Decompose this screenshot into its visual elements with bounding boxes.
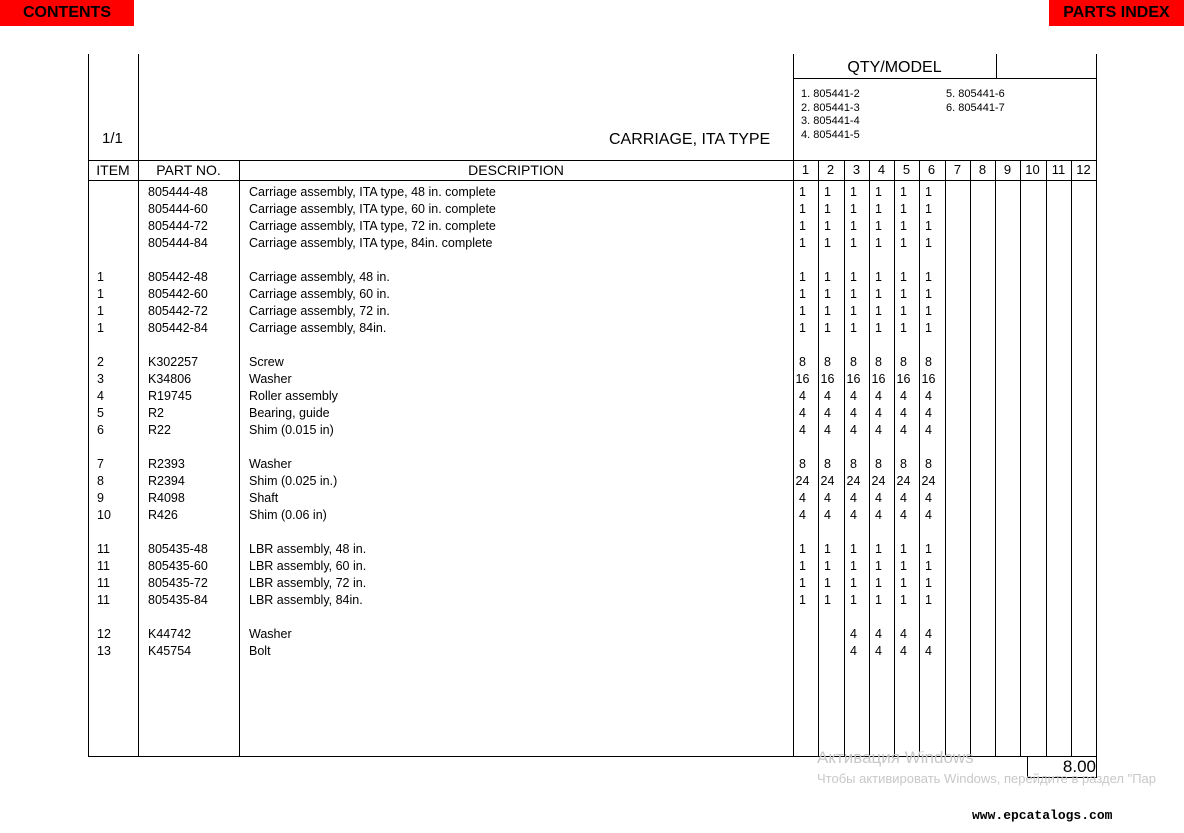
qty-value: 8	[824, 457, 831, 471]
part-description: Washer	[249, 627, 292, 641]
qty-value: 4	[900, 406, 907, 420]
qty-value: 1	[925, 576, 932, 590]
qty-value: 1	[850, 202, 857, 216]
model-entry: 1. 805441-2	[801, 88, 860, 100]
qty-value: 1	[799, 270, 806, 284]
qty-value: 4	[925, 508, 932, 522]
qty-value: 1	[900, 593, 907, 607]
qty-value: 4	[900, 508, 907, 522]
model-entry: 6. 805441-7	[946, 101, 1005, 114]
qty-value: 1	[900, 287, 907, 301]
qty-model-right-tick	[996, 54, 997, 78]
qty-value: 1	[799, 321, 806, 335]
col-header-qty-10: 10	[1025, 162, 1040, 177]
qty-value: 1	[925, 321, 932, 335]
qty-value: 1	[824, 270, 831, 284]
qty-value: 1	[900, 321, 907, 335]
qty-value: 4	[875, 491, 882, 505]
qty-value: 4	[850, 508, 857, 522]
qty-model-label: QTY/MODEL	[847, 59, 942, 76]
qty-col-divider	[1071, 160, 1072, 757]
part-description: Bearing, guide	[249, 406, 330, 420]
qty-value: 1	[824, 542, 831, 556]
item-number: 11	[97, 559, 110, 573]
qty-value: 1	[824, 559, 831, 573]
qty-value: 4	[799, 508, 806, 522]
qty-value: 16	[871, 372, 886, 386]
qty-value: 1	[824, 287, 831, 301]
qty-value: 1	[875, 576, 882, 590]
qty-value: 1	[799, 202, 806, 216]
col-header-item: ITEM	[96, 162, 130, 178]
qty-value: 4	[925, 406, 932, 420]
part-number: 805444-72	[148, 219, 208, 233]
qty-value: 4	[900, 423, 907, 437]
part-number: R2394	[148, 474, 185, 488]
part-number: 805435-84	[148, 593, 208, 607]
qty-value: 4	[875, 406, 882, 420]
qty-value: 4	[925, 423, 932, 437]
item-number: 11	[97, 576, 110, 590]
part-description: Washer	[249, 372, 292, 386]
qty-value: 1	[925, 593, 932, 607]
part-description: Shim (0.06 in)	[249, 508, 327, 522]
col-header-qty-12: 12	[1076, 162, 1091, 177]
page-number: 8.00	[1062, 757, 1096, 776]
qty-value: 1	[850, 185, 857, 199]
part-number: 805435-72	[148, 576, 208, 590]
item-number: 7	[97, 457, 104, 471]
col-header-qty-8: 8	[978, 162, 987, 177]
qty-value: 1	[799, 559, 806, 573]
qty-value: 4	[824, 508, 831, 522]
qty-col-divider	[995, 160, 996, 757]
qty-value: 1	[900, 559, 907, 573]
item-number: 9	[97, 491, 104, 505]
qty-value: 1	[900, 185, 907, 199]
item-number: 12	[97, 627, 111, 641]
qty-col-divider	[970, 160, 971, 757]
qty-value: 1	[875, 321, 882, 335]
qty-value: 4	[875, 644, 882, 658]
item-number: 13	[97, 644, 111, 658]
qty-value: 1	[925, 270, 932, 284]
model-entry: 2. 805441-3	[801, 101, 860, 114]
qty-model-underline	[793, 78, 1097, 79]
qty-value: 1	[925, 236, 932, 250]
qty-value: 1	[875, 236, 882, 250]
part-description: Carriage assembly, 48 in.	[249, 270, 390, 284]
qty-value: 1	[875, 593, 882, 607]
item-number: 1	[97, 287, 104, 301]
qty-value: 8	[875, 355, 882, 369]
qty-value: 4	[875, 389, 882, 403]
qty-value: 4	[799, 406, 806, 420]
qty-value: 1	[850, 219, 857, 233]
qty-value: 1	[799, 185, 806, 199]
qty-value: 1	[824, 236, 831, 250]
col-header-qty-7: 7	[953, 162, 962, 177]
qty-value: 24	[820, 474, 835, 488]
item-number: 4	[97, 389, 104, 403]
qty-value: 1	[925, 559, 932, 573]
qty-value: 1	[850, 542, 857, 556]
qty-value: 24	[795, 474, 810, 488]
qty-col-divider	[945, 160, 946, 757]
part-number: 805444-84	[148, 236, 208, 250]
col-header-qty-11: 11	[1051, 162, 1066, 177]
qty-value: 1	[925, 287, 932, 301]
qty-value: 8	[900, 355, 907, 369]
site-url: www.epcatalogs.com	[972, 808, 1113, 823]
part-number: 805442-48	[148, 270, 208, 284]
qty-value: 1	[850, 593, 857, 607]
qty-value: 4	[850, 644, 857, 658]
item-number: 1	[97, 321, 104, 335]
part-number: K45754	[148, 644, 192, 658]
col-header-qty-9: 9	[1003, 162, 1012, 177]
qty-value: 1	[850, 304, 857, 318]
qty-value: 1	[799, 219, 806, 233]
part-description: LBR assembly, 72 in.	[249, 576, 367, 590]
qty-value: 16	[846, 372, 861, 386]
qty-value: 1	[799, 542, 806, 556]
qty-value: 8	[850, 457, 857, 471]
part-description: Shim (0.015 in)	[249, 423, 334, 437]
qty-value: 1	[824, 304, 831, 318]
col-header-description: DESCRIPTION	[468, 162, 564, 178]
qty-value: 8	[799, 457, 806, 471]
part-number: R19745	[148, 389, 192, 403]
qty-value: 4	[900, 627, 907, 641]
qty-value: 4	[900, 491, 907, 505]
qty-value: 24	[921, 474, 936, 488]
qty-value: 16	[896, 372, 911, 386]
qty-value: 8	[900, 457, 907, 471]
qty-value: 1	[850, 559, 857, 573]
part-description: Bolt	[249, 644, 271, 658]
part-description: LBR assembly, 60 in.	[249, 559, 367, 573]
qty-value: 24	[896, 474, 911, 488]
qty-value: 1	[925, 219, 932, 233]
qty-col-divider	[1020, 160, 1021, 757]
qty-value: 1	[875, 219, 882, 233]
qty-value: 1	[875, 270, 882, 284]
activation-watermark-text: Чтобы активировать Windows, перейдите в раздел "Пар	[817, 771, 1157, 786]
qty-value: 1	[850, 270, 857, 284]
qty-value: 1	[799, 236, 806, 250]
qty-value: 4	[900, 644, 907, 658]
qty-value: 4	[925, 491, 932, 505]
model-entry: 3. 805441-4	[801, 115, 860, 127]
qty-value: 1	[850, 287, 857, 301]
qty-value: 4	[799, 423, 806, 437]
qty-value: 4	[850, 627, 857, 641]
qty-value: 16	[820, 372, 835, 386]
qty-value: 4	[799, 491, 806, 505]
col-header-qty-4: 4	[877, 162, 886, 177]
item-number: 1	[97, 270, 104, 284]
part-description: LBR assembly, 84in.	[249, 593, 363, 607]
qty-value: 1	[824, 202, 831, 216]
part-description: Shim (0.025 in.)	[249, 474, 338, 488]
qty-value: 8	[925, 457, 932, 471]
part-description: Washer	[249, 457, 292, 471]
qty-value: 1	[824, 321, 831, 335]
item-number: 11	[97, 593, 110, 607]
item-number: 11	[97, 542, 110, 556]
part-number: R4098	[148, 491, 185, 505]
part-number: K302257	[148, 355, 199, 369]
item-number: 1	[97, 304, 104, 318]
qty-value: 4	[824, 423, 831, 437]
col-header-qty-2: 2	[826, 162, 835, 177]
part-number: K34806	[148, 372, 192, 386]
item-number: 3	[97, 372, 104, 386]
qty-value: 1	[850, 576, 857, 590]
part-description: Shaft	[249, 491, 279, 505]
qty-value: 1	[900, 542, 907, 556]
qty-value: 4	[824, 389, 831, 403]
qty-value: 1	[900, 236, 907, 250]
qty-value: 4	[824, 491, 831, 505]
part-description: Roller assembly	[249, 389, 338, 403]
part-description: Carriage assembly, ITA type, 48 in. complete	[249, 185, 496, 199]
qty-value: 1	[799, 304, 806, 318]
qty-value: 8	[850, 355, 857, 369]
qty-value: 1	[824, 219, 831, 233]
part-description: Carriage assembly, ITA type, 72 in. complete	[249, 219, 496, 233]
qty-value: 1	[824, 593, 831, 607]
col-header-qty-6: 6	[927, 162, 936, 177]
col-header-qty-1: 1	[801, 162, 810, 177]
part-description: Carriage assembly, ITA type, 60 in. complete	[249, 202, 496, 216]
item-number: 6	[97, 423, 104, 437]
part-description: LBR assembly, 48 in.	[249, 542, 367, 556]
qty-value: 4	[850, 491, 857, 505]
part-number: 805442-84	[148, 321, 208, 335]
part-description: Carriage assembly, ITA type, 84in. complete	[249, 236, 493, 250]
item-number: 2	[97, 355, 104, 369]
contents-button[interactable]: CONTENTS	[0, 0, 134, 26]
qty-value: 8	[925, 355, 932, 369]
part-description: Carriage assembly, 60 in.	[249, 287, 390, 301]
qty-value: 1	[875, 542, 882, 556]
sheet-number: 1/1	[102, 130, 123, 147]
part-number: K44742	[148, 627, 192, 641]
item-number: 8	[97, 474, 104, 488]
qty-value: 1	[824, 185, 831, 199]
qty-value: 1	[925, 304, 932, 318]
part-number: 805444-60	[148, 202, 208, 216]
qty-value: 4	[824, 406, 831, 420]
item-number: 10	[97, 508, 111, 522]
qty-value: 1	[875, 559, 882, 573]
qty-value: 1	[900, 576, 907, 590]
qty-value: 1	[900, 219, 907, 233]
qty-value: 4	[850, 406, 857, 420]
divider-part	[239, 160, 240, 757]
qty-value: 4	[925, 627, 932, 641]
qty-value: 4	[900, 389, 907, 403]
part-number: 805435-48	[148, 542, 208, 556]
qty-value: 4	[925, 389, 932, 403]
qty-col-divider	[1046, 160, 1047, 757]
qty-value: 4	[925, 644, 932, 658]
qty-value: 1	[799, 287, 806, 301]
qty-value: 1	[925, 185, 932, 199]
part-description: Carriage assembly, 72 in.	[249, 304, 390, 318]
qty-value: 4	[875, 508, 882, 522]
part-number: R22	[148, 423, 171, 437]
part-number: R426	[148, 508, 178, 522]
part-description: Carriage assembly, 84in.	[249, 321, 387, 335]
qty-value: 16	[921, 372, 936, 386]
qty-value: 24	[871, 474, 886, 488]
activation-watermark-title: Активация Windows	[817, 748, 974, 767]
model-entry: 4. 805441-5	[801, 128, 860, 141]
qty-value: 1	[850, 321, 857, 335]
qty-value: 4	[799, 389, 806, 403]
qty-value: 4	[875, 627, 882, 641]
model-entry: 5. 805441-6	[946, 88, 1005, 100]
col-header-part-no: PART NO.	[156, 162, 221, 178]
qty-value: 4	[850, 389, 857, 403]
part-number: 805435-60	[148, 559, 208, 573]
qty-value: 4	[850, 423, 857, 437]
item-number: 5	[97, 406, 104, 420]
qty-value: 1	[875, 304, 882, 318]
qty-value: 8	[799, 355, 806, 369]
qty-value: 1	[900, 202, 907, 216]
qty-value: 1	[799, 593, 806, 607]
col-header-qty-3: 3	[852, 162, 861, 177]
part-number: 805442-72	[148, 304, 208, 318]
qty-value: 1	[875, 287, 882, 301]
qty-value: 1	[799, 576, 806, 590]
qty-value: 1	[850, 236, 857, 250]
qty-value: 1	[875, 202, 882, 216]
qty-value: 1	[925, 202, 932, 216]
qty-value: 1	[900, 270, 907, 284]
qty-value: 1	[900, 304, 907, 318]
part-number: R2	[148, 406, 164, 420]
part-description: Screw	[249, 355, 284, 369]
part-number: R2393	[148, 457, 185, 471]
qty-value: 16	[795, 372, 810, 386]
parts-index-button[interactable]: PARTS INDEX	[1049, 0, 1184, 26]
col-header-qty-5: 5	[902, 162, 911, 177]
qty-value: 24	[846, 474, 861, 488]
qty-value: 1	[925, 542, 932, 556]
part-number: 805444-48	[148, 185, 208, 199]
qty-value: 1	[824, 576, 831, 590]
qty-value: 8	[824, 355, 831, 369]
part-number: 805442-60	[148, 287, 208, 301]
qty-value: 1	[875, 185, 882, 199]
qty-value: 4	[875, 423, 882, 437]
qty-value: 8	[875, 457, 882, 471]
page-title: CARRIAGE, ITA TYPE	[609, 131, 771, 148]
